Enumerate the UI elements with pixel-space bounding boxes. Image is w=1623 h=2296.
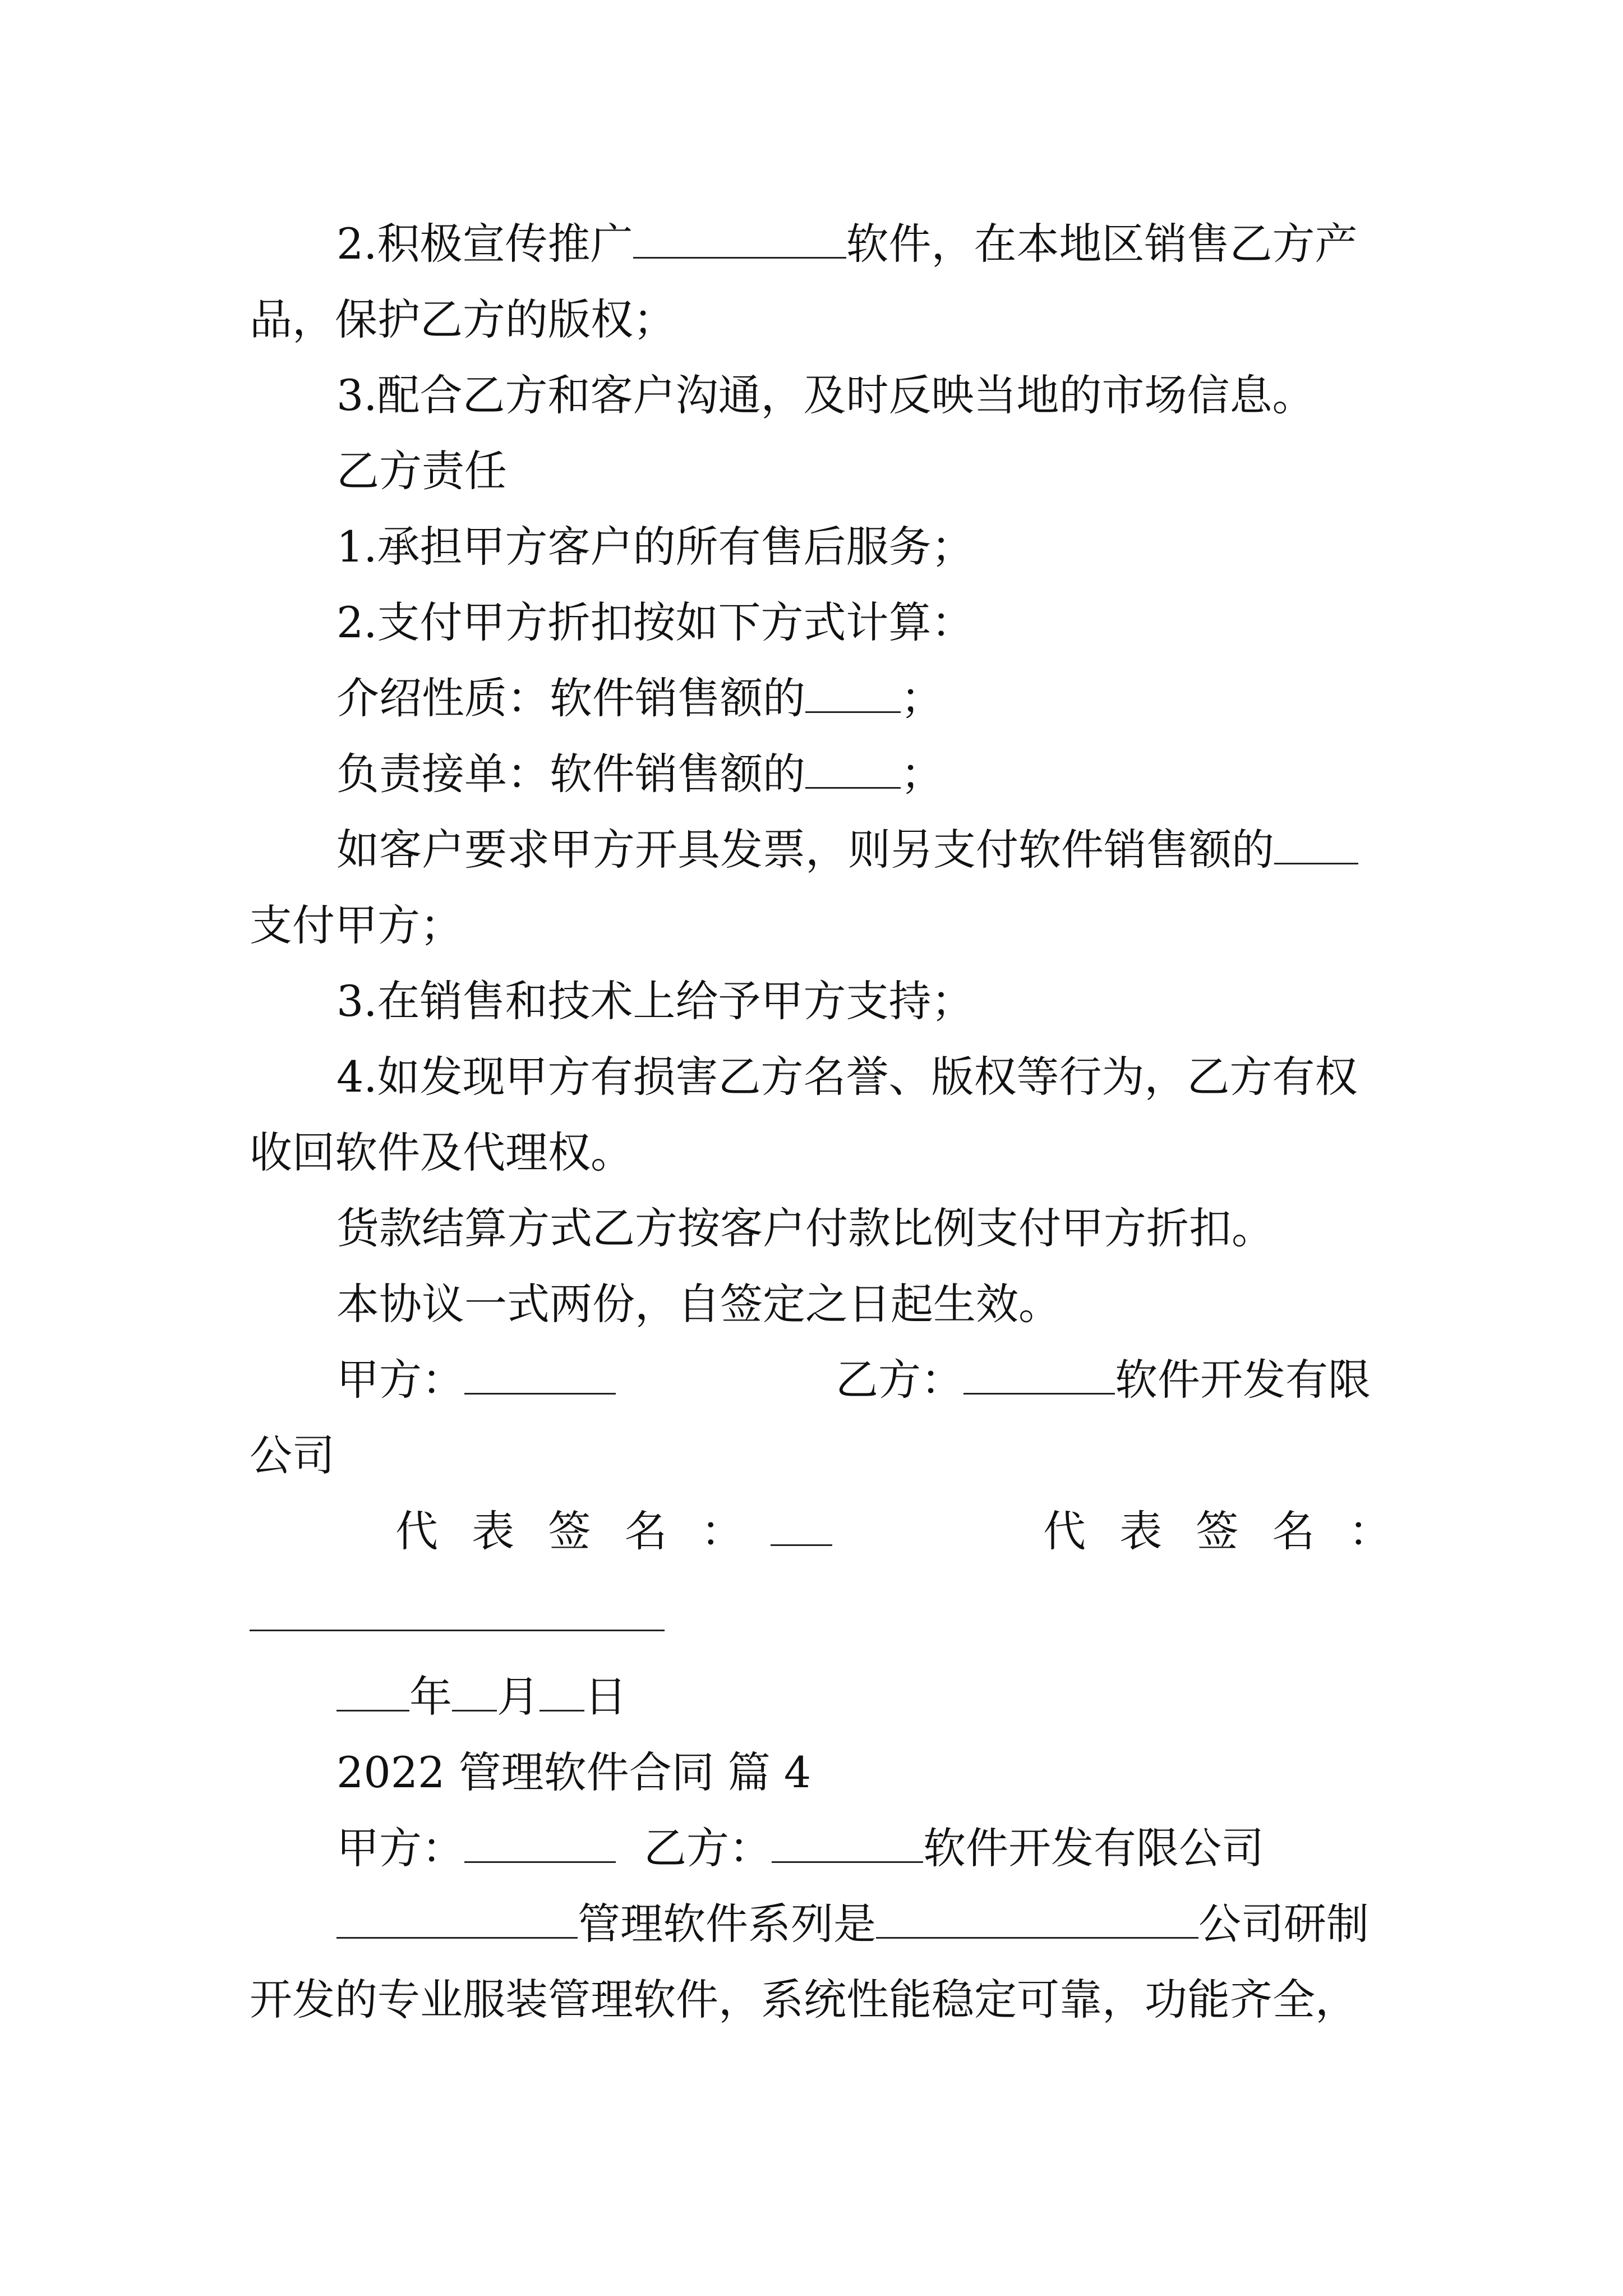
text-line — [336, 216, 1358, 272]
text-line: 开发的专业服装管理软件，系统性能稳定可靠，功能齐全， — [250, 1975, 1358, 2024]
party-line — [836, 1352, 1371, 1408]
section-heading: 乙方责任 — [336, 446, 507, 496]
signature-line — [395, 1503, 832, 1559]
text-line: 4.如发现甲方有损害乙方名誉、版权等行为，乙方有权 — [336, 1052, 1358, 1102]
blank-line — [540, 1671, 584, 1711]
party-b-label: 乙方： — [644, 1823, 772, 1873]
text-segment: ； — [901, 749, 943, 799]
signature-label: 代 表 签 名 ： — [395, 1506, 754, 1556]
blank-line — [771, 1505, 832, 1546]
text-line: 支付甲方； — [250, 900, 463, 950]
text-segment: 管理软件系列是 — [578, 1899, 876, 1949]
date-line — [336, 1669, 627, 1725]
blank-line — [336, 1898, 578, 1939]
blank-line — [805, 672, 901, 713]
signature-line — [1043, 1503, 1401, 1559]
text-segment: 2.积极宣传推广 — [336, 219, 633, 269]
blank-line — [963, 1354, 1115, 1395]
section-title: 2022 管理软件合同 篇 4 — [336, 1747, 811, 1797]
text-line: 收回软件及代理权。 — [250, 1128, 633, 1177]
blank-line — [1274, 823, 1358, 864]
blank-line — [805, 748, 901, 789]
party-line — [336, 1352, 616, 1408]
text-line: 2.支付甲方折扣按如下方式计算： — [336, 597, 974, 647]
blank-line — [464, 1822, 616, 1863]
text-segment: 软件，在本地区销售乙方产 — [846, 219, 1358, 269]
text-line: 1.承担甲方客户的所有售后服务； — [336, 522, 974, 572]
text-line — [336, 1896, 1369, 1952]
text-line: 3.配合乙方和客户沟通，及时反映当地的市场信息。 — [336, 370, 1315, 420]
text-line — [336, 746, 943, 802]
text-segment: 公司研制 — [1198, 1899, 1369, 1949]
month-label: 月 — [497, 1672, 540, 1722]
blank-line — [876, 1898, 1198, 1939]
text-line — [336, 670, 943, 726]
party-a-label: 甲方： — [336, 1355, 464, 1405]
text-line — [336, 822, 1358, 878]
party-line — [336, 1820, 1264, 1876]
party-a-label: 甲方： — [336, 1823, 464, 1873]
text-line: 品，保护乙方的版权； — [250, 295, 676, 344]
blank-line — [772, 1822, 923, 1863]
party-b-label: 乙方： — [836, 1355, 963, 1405]
year-label: 年 — [409, 1672, 452, 1722]
blank-line — [452, 1671, 497, 1711]
text-segment: 软件开发有限公司 — [923, 1823, 1264, 1873]
text-segment: ； — [901, 673, 943, 723]
blank-line — [464, 1354, 616, 1395]
text-line: 货款结算方式乙方按客户付款比例支付甲方折扣。 — [336, 1203, 1274, 1253]
text-segment: 软件开发有限 — [1115, 1355, 1371, 1405]
day-label: 日 — [584, 1672, 627, 1722]
blank-line — [633, 218, 846, 259]
text-line: 公司 — [250, 1430, 335, 1480]
signature-blank-line — [250, 1630, 665, 1631]
text-segment: 负责接单：软件销售额的 — [336, 749, 805, 799]
signature-label: 代 表 签 名 ： — [1043, 1506, 1401, 1556]
text-segment: 介绍性质：软件销售额的 — [336, 673, 805, 723]
blank-line — [336, 1671, 409, 1711]
text-segment: 如客户要求甲方开具发票，则另支付软件销售额的 — [336, 825, 1274, 875]
text-line: 本协议一式两份，自签定之日起生效。 — [336, 1279, 1061, 1329]
text-line: 3.在销售和技术上给予甲方支持； — [336, 976, 974, 1026]
